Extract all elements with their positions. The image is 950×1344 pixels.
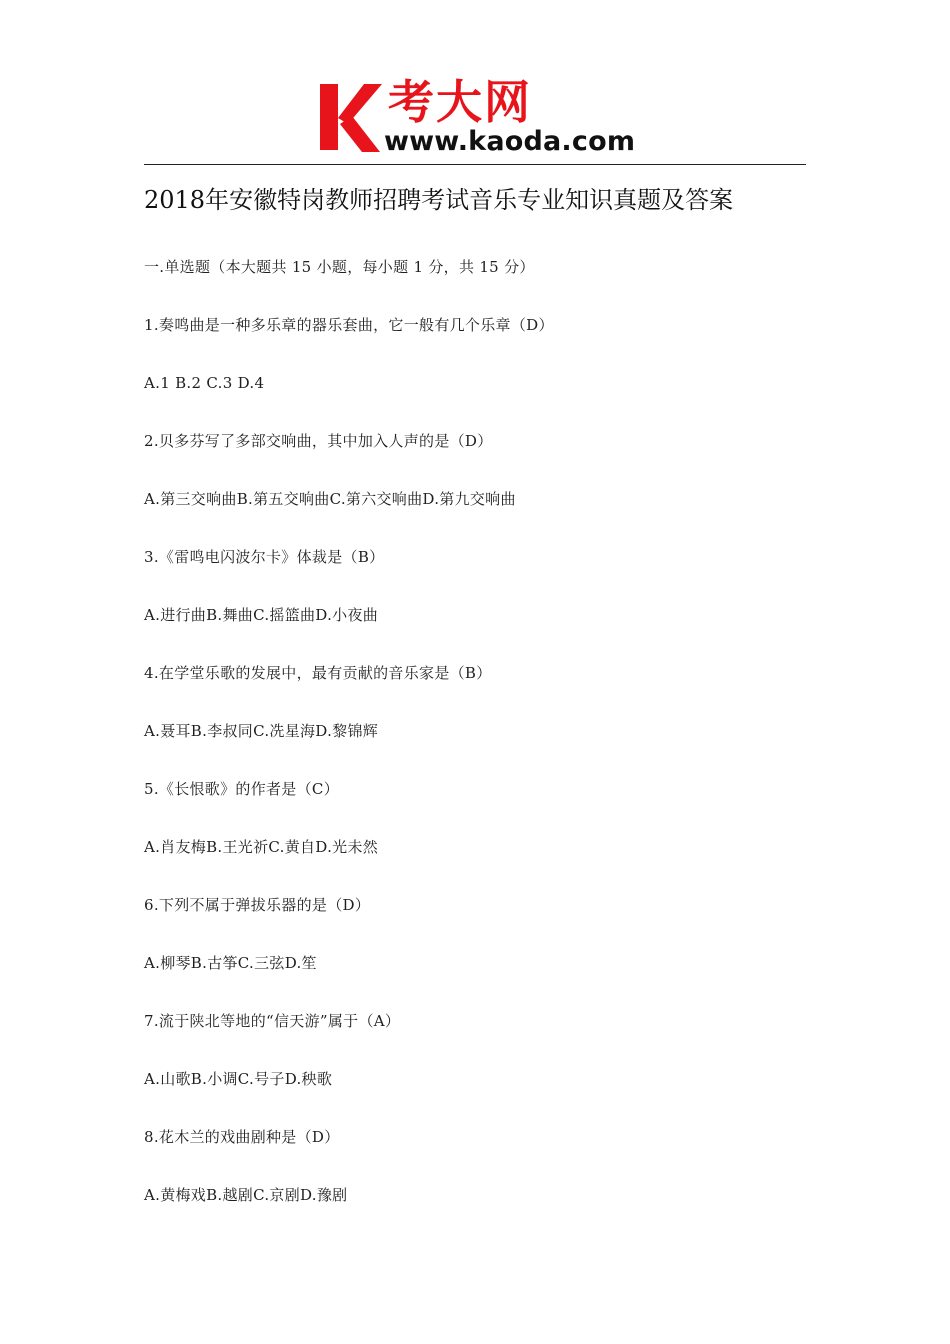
- options-line: A.第三交响曲B.第五交响曲C.第六交响曲D.第九交响曲: [144, 490, 516, 508]
- k-logo-icon: [318, 80, 382, 154]
- options-line: A.黄梅戏B.越剧C.京剧D.豫剧: [144, 1186, 348, 1204]
- options-line: A.聂耳B.李叔同C.冼星海D.黎锦辉: [144, 722, 379, 740]
- section-heading: 一.单选题（本大题共 15 小题，每小题 1 分，共 15 分）: [144, 258, 535, 276]
- options-line: A.进行曲B.舞曲C.摇篮曲D.小夜曲: [144, 606, 379, 624]
- question-line: 4.在学堂乐歌的发展中，最有贡献的音乐家是（B）: [144, 664, 492, 682]
- options-line: A.山歌B.小调C.号子D.秧歌: [144, 1070, 333, 1088]
- question-line: 3.《雷鸣电闪波尔卡》体裁是（B）: [144, 548, 385, 566]
- question-line: 8.花木兰的戏曲剧种是（D）: [144, 1128, 340, 1146]
- question-line: 5.《长恨歌》的作者是（C）: [144, 780, 339, 798]
- options-line: A.肖友梅B.王光祈C.黄自D.光未然: [144, 838, 379, 856]
- question-line: 1.奏鸣曲是一种多乐章的器乐套曲，它一般有几个乐章（D）: [144, 316, 554, 334]
- document-title: 2018年安徽特岗教师招聘考试音乐专业知识真题及答案: [144, 186, 734, 214]
- options-line: A.柳琴B.古筝C.三弦D.笙: [144, 954, 317, 972]
- options-line: A.1 B.2 C.3 D.4: [144, 374, 265, 392]
- question-line: 6.下列不属于弹拔乐器的是（D）: [144, 896, 371, 914]
- site-logo: [318, 76, 638, 160]
- question-line: 2.贝多芬写了多部交响曲，其中加入人声的是（D）: [144, 432, 493, 450]
- header-divider: [144, 164, 806, 165]
- logo-chinese-text: 考大网: [388, 75, 532, 129]
- question-list: [144, 254, 824, 1240]
- logo-url-text: www.kaoda.com: [384, 126, 636, 157]
- question-line: 7.流于陕北等地的“信天游”属于（A）: [144, 1012, 401, 1030]
